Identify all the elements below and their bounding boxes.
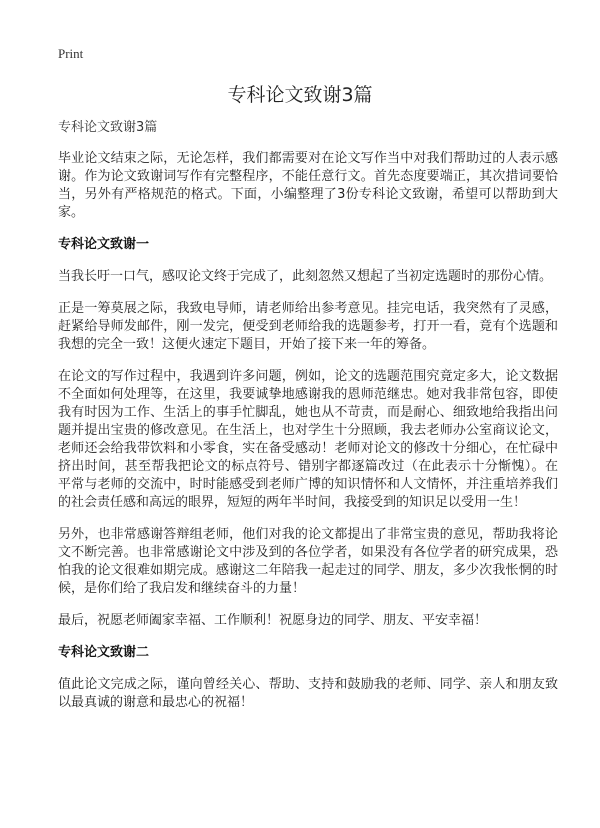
print-label: Print [58, 46, 84, 61]
section1-paragraph-3: 在论文的写作过程中，我遇到许多问题，例如，论文的选题范围究竟定多大，论文数据不全面如何处理等，在这里，我要诚挚地感谢我的恩师范继忠。她对我非常包容，即使我有时因为工作、生活上的事手忙脚乱，她也从不苛责，而是耐心、细致地给我指出问题并提出宝贵的修改意见。在生活上，也对学生十分照顾，我去老师办公室商议论文，老师还会给我带饮料和小零食，实在备受感动！老师对论文的修改十分细心，在忙碌中挤出时间，甚至帮我把论文的标点符号、错别字都逐篇改过（在此表示十分惭愧）。在平常与老师的交流中，时时能感受到老师广博的知识情怀和人文情怀，并注重培养我们的社会责任感和高远的眼界，短短的两年半时间，我接受到的知识足以受用一生！ [58, 369, 558, 510]
section2-paragraph-1: 值此论文完成之际，谨向曾经关心、帮助、支持和鼓励我的老师、同学、亲人和朋友致以最真诚的谢意和最忠心的祝福！ [58, 677, 558, 710]
intro-paragraph: 毕业论文结束之际，无论怎样，我们都需要对在论文写作当中对我们帮助过的人表示感谢。作为论文致谢词写作有完整程序，不能任意行文。首先态度要端正，其次措词要恰当，另外有严格规范的格式。下面，小编整理了3份专科论文致谢，希望可以帮助到大家。 [58, 151, 558, 220]
document-body [58, 120, 558, 726]
section1-paragraph-1: 当我长吁一口气，感叹论文终于完成了，此刻忽然又想起了当初定选题时的那份心情。 [58, 269, 553, 284]
section1-paragraph-2: 正是一筹莫展之际，我致电导师，请老师给出参考意见。挂完电话，我突然有了灵感，赶紧给导师发邮件，刚一发完，便受到老师给我的选题参考，打开一看，竟有个选题和我想的完全一致！这便火速定下题目，开始了接下来一年的筹备。 [58, 301, 558, 352]
page-title: 专科论文致谢3篇 [227, 84, 373, 106]
section1-paragraph-4: 另外，也非常感谢答辩组老师，他们对我的论文都提出了非常宝贵的意见，帮助我将论文不断完善。也非常感谢论文中涉及到的各位学者，如果没有各位学者的研究成果，恐怕我的论文很难如期完成。感谢这二年陪我一起走过的同学、朋友，多少次我怅惘的时候，是你们给了我启发和继续奋斗的力量！ [58, 527, 558, 596]
section-heading-2: 专科论文致谢二 [58, 645, 150, 660]
section-heading-1: 专科论文致谢一 [58, 237, 150, 252]
section1-paragraph-5: 最后，祝愿老师阖家幸福、工作顺利！祝愿身边的同学、朋友、平安幸福！ [58, 613, 488, 628]
document-subtitle: 专科论文致谢3篇 [58, 120, 158, 135]
